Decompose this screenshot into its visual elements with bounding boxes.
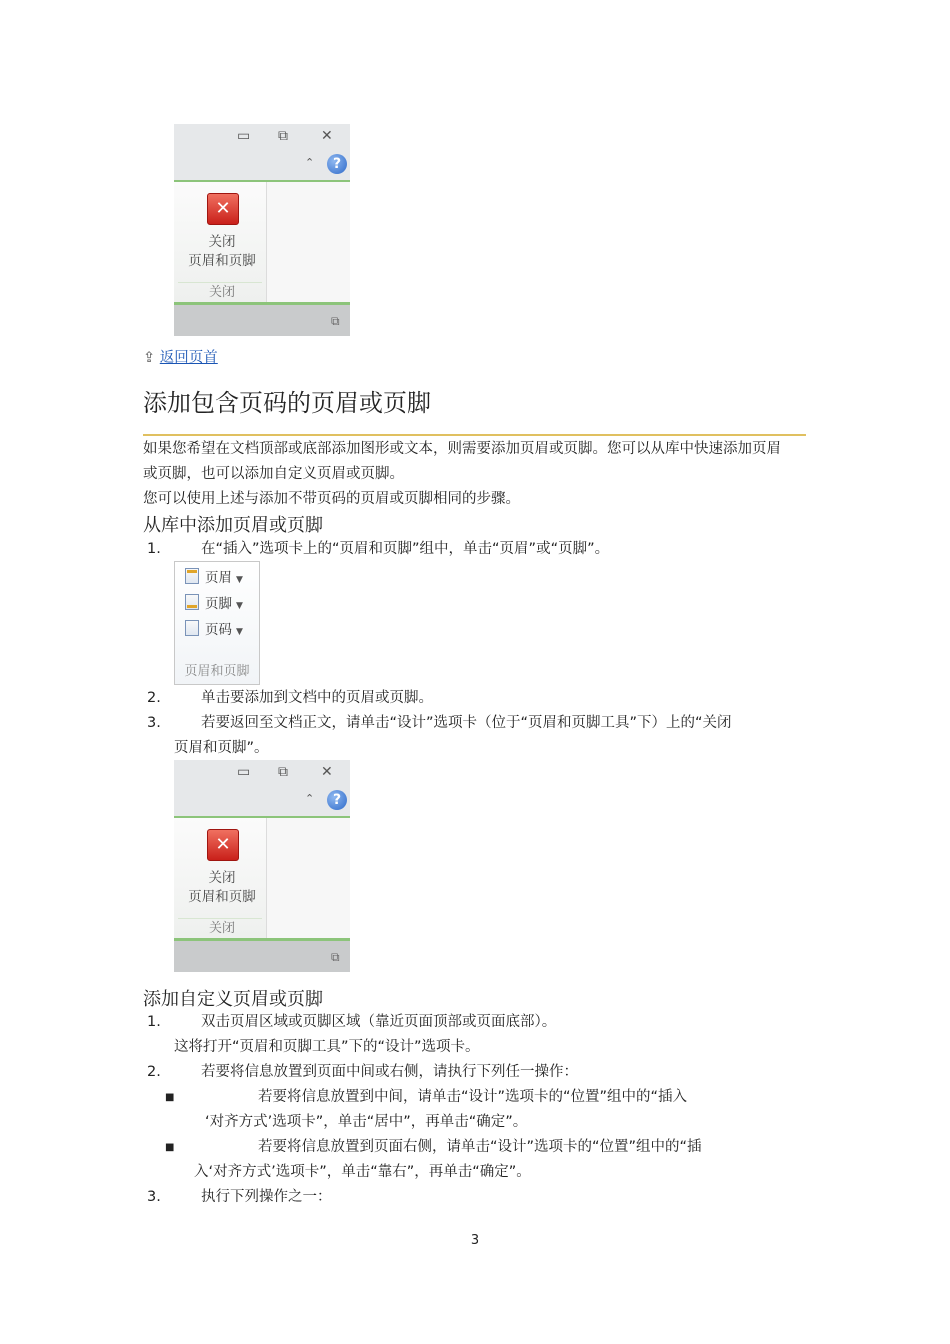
s2-bullet1-line1: 若要将信息放置到中间，请单击“设计”选项卡的“位置”组中的“插入 (258, 1089, 688, 1105)
intro-line3: 您可以使用上述与添加不带页码的页眉或页脚相同的步骤。 (143, 491, 520, 507)
back-to-top-link[interactable]: 返回页首 (159, 350, 218, 366)
minimize-icon[interactable]: ▭ (237, 764, 251, 780)
header-icon (185, 568, 199, 584)
section1-heading: 从库中添加页眉或页脚 (143, 515, 323, 536)
intro-line1: 如果您希望在文档顶部或底部添加图形或文本，则需要添加页眉或页脚。您可以从库中快速添加页眉 (143, 441, 781, 457)
dialog-launcher-icon[interactable]: ⧉ (331, 314, 340, 328)
s2-step1-note: 这将打开“页眉和页脚工具”下的“设计”选项卡。 (174, 1039, 480, 1055)
collapse-ribbon-icon[interactable]: ⌃ (305, 156, 315, 169)
header-button[interactable]: 页眉 ▼ (185, 568, 243, 590)
dialog-launcher-icon[interactable]: ⧉ (331, 950, 340, 964)
bullet-icon: ■ (165, 1092, 175, 1103)
s2-step3-text: 执行下列操作之一： (201, 1189, 332, 1205)
s2-step2-number: 2. (147, 1064, 161, 1080)
back-to-top-icon: ⇪ (143, 350, 156, 366)
page-number-button[interactable]: 页码 ▼ (185, 620, 243, 642)
header-footer-group-title: 页眉和页脚 (184, 664, 250, 679)
back-to-top[interactable] (143, 346, 218, 371)
header-footer-group-screenshot (174, 561, 260, 685)
s1-step2-number: 2. (147, 690, 161, 706)
chevron-down-icon: ▼ (236, 627, 243, 637)
ribbon-screenshot-bottom (174, 760, 350, 972)
section2-heading: 添加自定义页眉或页脚 (143, 989, 323, 1010)
close-header-footer-icon[interactable]: ✕ (207, 829, 239, 861)
chevron-down-icon: ▼ (236, 601, 243, 611)
footer-button[interactable]: 页脚 ▼ (185, 594, 243, 616)
s2-step1-number: 1. (147, 1014, 161, 1030)
intro-line2: 或页脚，也可以添加自定义页眉或页脚。 (143, 466, 404, 482)
s1-step3-line1: 若要返回至文档正文，请单击“设计”选项卡（位于“页眉和页脚工具”下）上的“关闭 (201, 715, 732, 731)
s1-step2-text: 单击要添加到文档中的页眉或页脚。 (201, 690, 433, 706)
page-number-icon (185, 620, 199, 636)
s2-step2-text: 若要将信息放置到页面中间或右侧，请执行下列任一操作： (201, 1064, 578, 1080)
ribbon-screenshot-top (174, 124, 350, 336)
restore-icon[interactable]: ⧉ (278, 128, 288, 144)
title-divider (143, 434, 806, 436)
s1-step1-text: 在“插入”选项卡上的“页眉和页脚”组中，单击“页眉”或“页脚”。 (201, 541, 610, 557)
s2-bullet2-line1: 若要将信息放置到页面右侧，请单击“设计”选项卡的“位置”组中的“插 (258, 1139, 702, 1155)
s1-step3-number: 3. (147, 715, 161, 731)
footer-icon (185, 594, 199, 610)
s2-step3-number: 3. (147, 1189, 161, 1205)
chevron-down-icon: ▼ (236, 575, 243, 585)
close-label-line2[interactable]: 页眉和页脚 (188, 253, 256, 269)
s2-bullet2-line2: 入‘对齐方式’选项卡”，单击“靠右”，再单击“确定”。 (194, 1164, 531, 1180)
s1-step1-number: 1. (147, 541, 161, 557)
collapse-ribbon-icon[interactable]: ⌃ (305, 792, 315, 805)
close-header-footer-icon[interactable]: ✕ (207, 193, 239, 225)
restore-icon[interactable]: ⧉ (278, 764, 288, 780)
ribbon-group-label: 关闭 (208, 921, 235, 936)
ribbon-group-label: 关闭 (208, 285, 235, 300)
close-label-line1[interactable]: 关闭 (208, 234, 236, 250)
close-label-line2[interactable]: 页眉和页脚 (188, 889, 256, 905)
s1-step3-line2: 页眉和页脚”。 (174, 740, 269, 756)
page-number: 3 (470, 1233, 480, 1248)
help-icon[interactable]: ? (327, 790, 347, 810)
page-title: 添加包含页码的页眉或页脚 (143, 389, 431, 417)
close-window-icon[interactable]: ✕ (321, 128, 333, 144)
close-window-icon[interactable]: ✕ (321, 764, 333, 780)
close-label-line1[interactable]: 关闭 (208, 870, 236, 886)
help-icon[interactable]: ? (327, 154, 347, 174)
minimize-icon[interactable]: ▭ (237, 128, 251, 144)
s2-bullet1-line2: ‘对齐方式’选项卡”，单击“居中”，再单击“确定”。 (205, 1114, 528, 1130)
s2-step1-text: 双击页眉区域或页脚区域（靠近页面顶部或页面底部）。 (201, 1014, 557, 1030)
bullet-icon: ■ (165, 1142, 175, 1153)
